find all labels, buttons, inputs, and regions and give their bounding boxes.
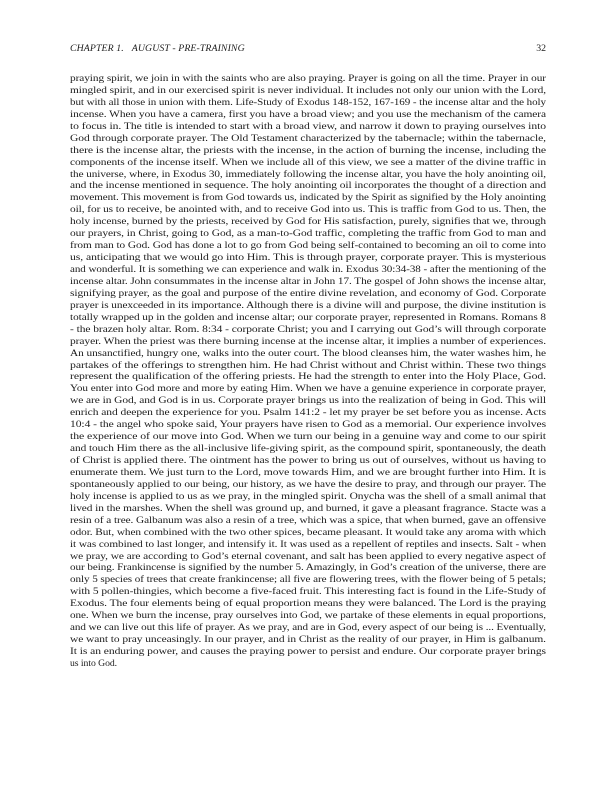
text-line: partakes of the offerings to strengthen him. He had Christ without and Christ within. These two things xyxy=(70,359,546,371)
text-line: from man to God. God has done a lot to go from God being self-contained to becoming an oil to come into xyxy=(70,240,546,252)
text-line: and touch Him there as the all-inclusive life-giving spirit, as the compound spirit, spontaneously, the death xyxy=(70,443,546,455)
text-line: 10:4 - the angel who spoke said, Your prayers have risen to God as a memorial. Our experience involves xyxy=(70,419,546,431)
text-line: oil, for us to receive, be anointed with, and to receive God into us. This is traffic from God to us. Then, the xyxy=(70,204,546,216)
text-line: represent the qualification of the offering priests. He had the strength to enter into the Holy Place, God. xyxy=(70,371,546,383)
text-line: us into God. xyxy=(70,657,118,669)
text-line: there is the incense altar, the priests with the incense, in the action of burning the incense, including the xyxy=(70,144,546,156)
text-line: - the brazen holy altar. Rom. 8:34 - corporate Christ; you and I carrying out God’s will through corporate xyxy=(70,323,546,335)
text-line: You enter into God more and more by eating Him. When we have a genuine experience in corporate prayer, xyxy=(70,383,546,395)
body-text xyxy=(70,73,546,670)
text-line: enumerate them. We just turn to the Lord, move towards Him, and we are brought further into Him. It is xyxy=(70,466,546,478)
text-line: praying spirit, we join in with the saints who are also praying. Prayer is going on all the time. Prayer in our xyxy=(70,73,546,84)
text-line: It is an enduring power, and causes the praying power to persist and endure. Our corporate prayer brings xyxy=(70,646,546,657)
text-line: incense. When you have a camera, first you have a broad view; and you use the mechanism of the camera xyxy=(70,108,546,120)
text-line: holy incense, burned by the priests, received by God for His satisfaction, purely, signifies that we, through xyxy=(70,216,546,228)
text-line: us, anticipating that we would go into Him. This is through prayer, corporate prayer. This is mysterious xyxy=(70,252,546,264)
text-line: incense altar. John consummates in the incense altar in John 17. The gospel of John shows the incense altar, xyxy=(70,275,546,287)
text-line: and we can live out this life of prayer. As we pray, and are in God, every aspect of our being is ... Eventually, xyxy=(70,622,546,634)
text-line: to focus in. The title is intended to start with a broad view, and narrow it down to praying ourselves into xyxy=(70,120,546,132)
running-header xyxy=(70,43,546,54)
text-line: mingled spirit, and in our exercised spirit is never individual. It includes not only our union with the Lord, xyxy=(70,84,546,96)
text-line: totally wrapped up in the golden and incense altar; our corporate prayer, represented in Romans. Romans 8 xyxy=(70,311,546,323)
chapter-title: AUGUST - PRE-TRAINING xyxy=(131,43,245,54)
text-line: the experience of our move into God. When we turn our being in a genuine way and come to our spirit xyxy=(70,431,546,443)
text-line: our being. Frankincense is signified by the number 5. Amazingly, in God’s creation of the universe, there are xyxy=(70,562,546,574)
text-line: lived in the marshes. When the shell was ground up, and burned, it gave a pleasant fragrance. Stacte was a xyxy=(70,502,546,514)
text-line: with 5 pollen-thingies, which become a five-faced fruit. This interesting fact is found in the Life-Study of xyxy=(70,586,546,598)
text-line: only 5 species of trees that create frankincense; all five are flowering trees, with the flower being of 5 petals; xyxy=(70,574,546,586)
text-line: resin of a tree. Galbanum was also a resin of a tree, which was a spice, that when burned, gave an offensive xyxy=(70,514,546,526)
text-line: components of the incense itself. When we include all of this view, we see a matter of the divine traffic in xyxy=(70,156,546,168)
text-line: our prayers, in Christ, going to God, as a man-to-God traffic, completing the traffic from God to man and xyxy=(70,228,546,240)
chapter-label: CHAPTER 1. xyxy=(70,43,124,54)
text-line: An unsanctified, hungry one, walks into the outer court. The blood cleanses him, the water washes him, he xyxy=(70,347,546,359)
text-line: holy incense is applied to us as we pray, in the mingled spirit. Onycha was the shell of a small animal that xyxy=(70,490,546,502)
text-line: we are in God, and God is in us. Corporate prayer brings us into the realization of being in God. This will xyxy=(70,395,546,407)
text-line: signifying prayer, as the goal and purpose of the entire divine revelation, and economy of God. Corporate xyxy=(70,287,546,299)
text-line: we want to pray unceasingly. In our prayer, and in Christ as the reality of our prayer, in Him is galbanum. xyxy=(70,634,546,646)
text-line: movement. This movement is from God towards us, indicated by the Spirit as signified by the Holy anointing xyxy=(70,192,546,204)
text-line: prayer. When the priest was there burning incense at the incense altar, it implies a number of experiences. xyxy=(70,335,546,347)
text-line: enrich and deepen the experience for you. Psalm 141:2 - let my prayer be set before you as incense. Acts xyxy=(70,407,546,419)
text-line: spontaneously applied to our being, our history, as we have the desire to pray, and through our prayer. The xyxy=(70,478,546,490)
chapter-heading xyxy=(70,43,245,54)
text-line: the universe, where, in Exodus 30, immediately following the incense altar, you have the holy anointing oil, xyxy=(70,168,546,180)
text-line: and the incense mentioned in sequence. The holy anointing oil incorporates the thought of a direction and xyxy=(70,180,546,192)
text-line: but with all those in union with them. Life-Study of Exodus 148-152, 167-169 - the incense altar and the holy xyxy=(70,96,546,108)
text-line: one. When we burn the incense, pray ourselves into God, we partake of these elements in equal proportions, xyxy=(70,610,546,622)
text-line: Exodus. The four elements being of equal proportion means they were balanced. The Lord is the praying xyxy=(70,598,546,610)
text-line: we pray, we are according to God’s eternal covenant, and salt has been applied to every negative aspect of xyxy=(70,550,546,562)
text-line: God through corporate prayer. The Old Testament characterized by the tabernacle; within the tabernacle, xyxy=(70,132,546,144)
text-line: it was combined to last longer, and intensify it. It was used as a repellent of reptiles and insects. Salt - when xyxy=(70,538,546,550)
page-number: 32 xyxy=(536,43,546,54)
text-line: prayer is unexceeded in its importance. Although there is a divine will and purpose, the divine institution is xyxy=(70,299,546,311)
text-line: of Christ is applied there. The ointment has the power to bring us out of ourselves, without us having to xyxy=(70,455,546,466)
text-line: odor. But, when combined with the two other spices, became pleasant. It would take any aroma with which xyxy=(70,526,546,538)
text-line: and wonderful. It is something we can experience and walk in. Exodus 30:34-38 - after the mentioning of the xyxy=(70,264,546,275)
